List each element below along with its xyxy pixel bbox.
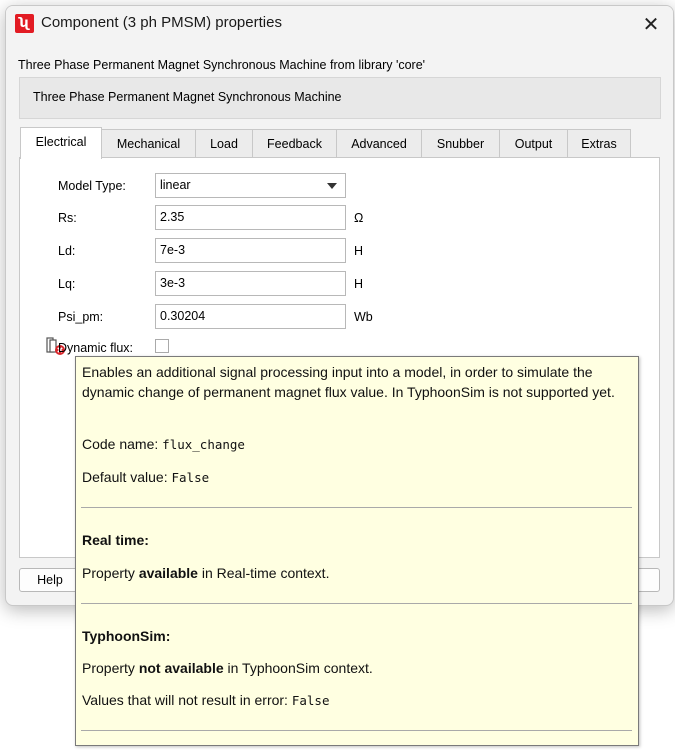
typhoonsim-heading-text: TyphoonSim: [82, 628, 171, 644]
dynamic-flux-label: Dynamic flux: [58, 341, 134, 355]
typhoonsim-post: in TyphoonSim context. [227, 660, 373, 676]
tab-output[interactable]: Output [499, 129, 568, 157]
component-description-text: Three Phase Permanent Magnet Synchronous Machine [33, 90, 342, 104]
rs-unit: Ω [354, 211, 364, 225]
help-button[interactable]: Help [19, 568, 81, 592]
window-title: Component (3 ph PMSM) properties [41, 14, 282, 31]
typhoonsim-bold: not available [138, 660, 224, 676]
rs-input[interactable]: 2.35 [155, 205, 346, 230]
ld-unit: H [354, 244, 364, 258]
tab-bar [20, 127, 660, 158]
code-name-label: Code name: [82, 436, 159, 452]
tab-snubber[interactable]: Snubber [421, 129, 500, 157]
psi-pm-label: Psi_pm: [58, 310, 104, 324]
tooltip-divider [81, 507, 632, 508]
typhoonsim-heading [82, 626, 632, 646]
ld-input[interactable]: 7e-3 [155, 238, 346, 263]
code-name-value: flux_change [162, 437, 245, 452]
chevron-down-icon [327, 183, 337, 189]
realtime-heading-text: Real time: [82, 532, 149, 548]
tooltip-default-value [82, 467, 632, 488]
title-bar[interactable] [6, 6, 673, 42]
realtime-post: in Real-time context. [201, 565, 330, 581]
model-type-value: linear [160, 178, 191, 192]
tooltip-code-name [82, 434, 632, 455]
realtime-heading [82, 530, 632, 550]
default-value-label: Default value: [82, 469, 168, 485]
tab-advanced[interactable]: Advanced [336, 129, 422, 157]
lq-label: Lq: [58, 277, 76, 291]
psi-pm-input[interactable]: 0.30204 [155, 304, 346, 329]
component-description-box [19, 77, 661, 119]
tab-feedback[interactable]: Feedback [252, 129, 337, 157]
typhoonsim-pre: Property [82, 660, 135, 676]
rs-label: Rs: [58, 211, 77, 225]
model-type-label: Model Type: [58, 179, 126, 193]
close-icon[interactable]: ✕ [642, 12, 660, 36]
typhoonsim-availability [82, 658, 632, 678]
tooltip-divider [81, 603, 632, 604]
lq-unit: H [354, 277, 364, 291]
tab-mechanical[interactable]: Mechanical [101, 129, 196, 157]
realtime-bold: available [138, 565, 198, 581]
values-value: False [291, 693, 330, 708]
typhoon-logo-icon: ʯ [15, 14, 34, 33]
tab-electrical[interactable]: Electrical [20, 127, 102, 159]
psi-pm-unit: Wb [354, 310, 373, 324]
dynamic-flux-checkbox[interactable] [155, 339, 169, 353]
values-label: Values that will not result in error: [82, 692, 288, 708]
property-tooltip [75, 356, 639, 746]
component-library-label: Three Phase Permanent Magnet Synchronous Machine from library 'core' [18, 58, 426, 72]
realtime-pre: Property [82, 565, 135, 581]
tab-extras[interactable]: Extras [567, 129, 631, 157]
tooltip-description: Enables an additional signal processing input into a model, in order to simulate the dynamic change of permanent magnet flux value. In TyphoonSim is not supported yet. [82, 364, 615, 400]
ld-label: Ld: [58, 244, 76, 258]
tab-load[interactable]: Load [195, 129, 253, 157]
model-type-select[interactable] [155, 173, 346, 198]
typhoonsim-values [82, 690, 632, 711]
realtime-availability [82, 563, 632, 583]
tooltip-divider [81, 730, 632, 731]
lq-input[interactable]: 3e-3 [155, 271, 346, 296]
default-value: False [171, 470, 210, 485]
